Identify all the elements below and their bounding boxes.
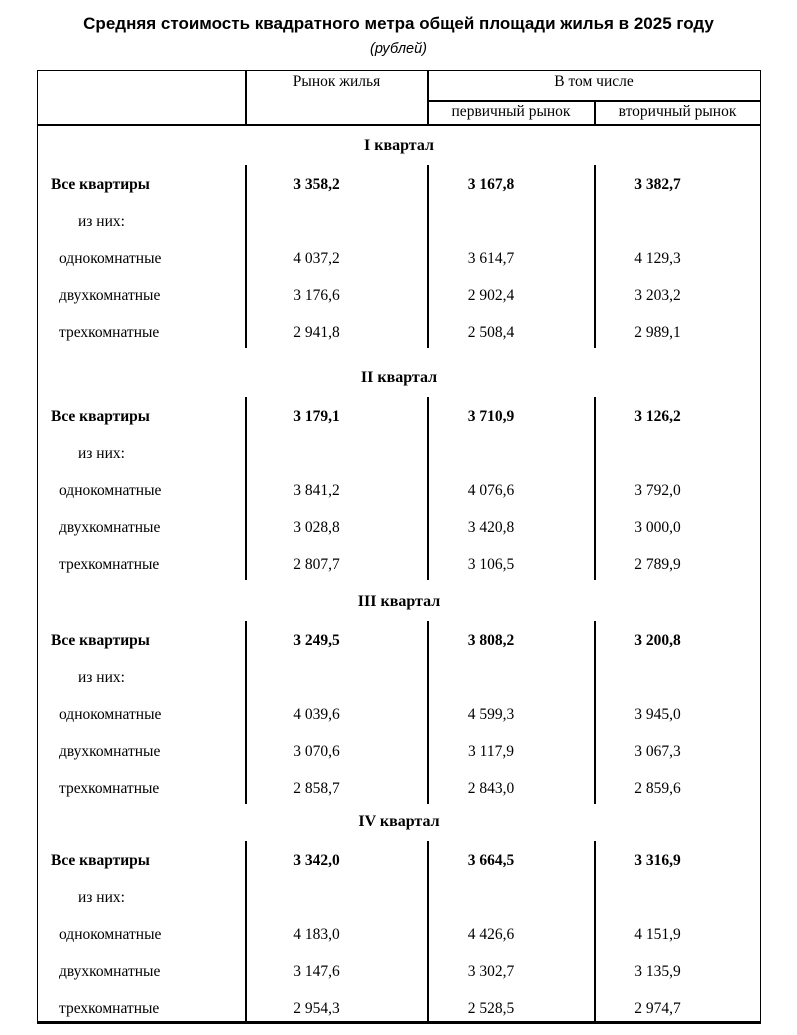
row-label-total: Все квартиры <box>51 408 150 425</box>
cell-market: 3 358,2 <box>293 176 340 193</box>
cell-secondary: 3 135,9 <box>634 963 681 980</box>
row-label: трехкомнатные <box>59 1000 160 1017</box>
cell-market: 2 941,8 <box>293 324 340 341</box>
row-label: трехкомнатные <box>59 556 160 573</box>
header-bottom-line <box>38 124 760 126</box>
cell-primary: 3 302,7 <box>467 963 515 980</box>
row-label: однокомнатные <box>59 706 162 723</box>
price-table <box>37 70 761 1024</box>
cell-secondary: 3 203,2 <box>634 287 681 304</box>
cell-secondary: 3 945,0 <box>634 706 681 723</box>
row-label: однокомнатные <box>59 482 162 499</box>
cell-market: 3 841,2 <box>293 482 340 499</box>
cell-market: 2 807,7 <box>293 556 340 573</box>
cell-market: 3 176,6 <box>293 287 340 304</box>
cell-market: 2 858,7 <box>293 780 340 797</box>
cell-market: 4 037,2 <box>293 250 340 267</box>
cell-secondary: 2 859,6 <box>634 780 681 797</box>
cell-primary: 3 420,8 <box>467 519 515 536</box>
cell-primary: 3 614,7 <box>467 250 515 267</box>
cell-primary: 3 167,8 <box>467 176 515 193</box>
cell-primary: 3 710,9 <box>467 408 515 425</box>
cell-market: 4 183,0 <box>293 926 340 943</box>
cell-market: 4 039,6 <box>293 706 340 723</box>
cell-secondary: 3 200,8 <box>634 632 681 649</box>
row-label: двухкомнатные <box>59 743 161 760</box>
row-label: двухкомнатные <box>59 519 161 536</box>
row-label-of-which: из них: <box>78 445 125 462</box>
cell-secondary: 3 126,2 <box>634 408 681 425</box>
row-label: однокомнатные <box>59 250 162 267</box>
cell-market: 3 028,8 <box>293 519 340 536</box>
cell-secondary: 3 382,7 <box>634 176 681 193</box>
row-label-total: Все квартиры <box>51 852 150 869</box>
cell-primary: 4 426,6 <box>467 926 515 943</box>
header-secondary: вторичный рынок <box>618 103 737 120</box>
cell-secondary: 3 792,0 <box>634 482 681 499</box>
cell-secondary: 4 151,9 <box>634 926 681 943</box>
cell-secondary: 2 789,9 <box>634 556 681 573</box>
cell-primary: 2 843,0 <box>467 780 515 797</box>
row-label: однокомнатные <box>59 926 162 943</box>
cell-secondary: 3 067,3 <box>634 743 681 760</box>
row-label: трехкомнатные <box>59 780 160 797</box>
cell-primary: 3 808,2 <box>467 632 515 649</box>
cell-primary: 4 599,3 <box>467 706 515 723</box>
cell-market: 3 249,5 <box>293 632 340 649</box>
row-label: трехкомнатные <box>59 324 160 341</box>
cell-primary: 2 508,4 <box>467 324 515 341</box>
cell-primary: 2 902,4 <box>467 287 515 304</box>
cell-primary: 2 528,5 <box>467 1000 515 1017</box>
cell-market: 3 179,1 <box>293 408 340 425</box>
cell-secondary: 2 974,7 <box>634 1000 681 1017</box>
units-subtitle: (рублей) <box>370 41 427 57</box>
cell-market: 3 147,6 <box>293 963 340 980</box>
row-label-of-which: из них: <box>78 669 125 686</box>
header-market: Рынок жилья <box>292 73 381 90</box>
section-title: III квартал <box>357 593 441 610</box>
row-label-total: Все квартиры <box>51 632 150 649</box>
cell-market: 3 342,0 <box>293 852 340 869</box>
cell-secondary: 4 129,3 <box>634 250 681 267</box>
cell-secondary: 3 316,9 <box>634 852 681 869</box>
row-label-of-which: из них: <box>78 889 125 906</box>
section-title: IV квартал <box>358 813 440 830</box>
section-title: II квартал <box>360 369 438 386</box>
cell-market: 2 954,3 <box>293 1000 340 1017</box>
cell-secondary: 3 000,0 <box>634 519 681 536</box>
cell-primary: 3 117,9 <box>468 743 514 760</box>
cell-primary: 4 076,6 <box>467 482 515 499</box>
cell-market: 3 070,6 <box>293 743 340 760</box>
cell-primary: 3 106,5 <box>467 556 515 573</box>
row-label-total: Все квартиры <box>51 176 150 193</box>
row-label: двухкомнатные <box>59 287 161 304</box>
header-inner-line <box>427 100 760 102</box>
header-primary: первичный рынок <box>451 103 571 120</box>
cell-secondary: 2 989,1 <box>634 324 681 341</box>
row-label: двухкомнатные <box>59 963 161 980</box>
row-label-of-which: из них: <box>78 213 125 230</box>
header-including: В том числе <box>554 73 634 90</box>
document-title: Средняя стоимость квадратного метра общей площади жилья в 2025 году <box>83 14 714 33</box>
cell-primary: 3 664,5 <box>467 852 515 869</box>
section-title: I квартал <box>364 137 434 154</box>
